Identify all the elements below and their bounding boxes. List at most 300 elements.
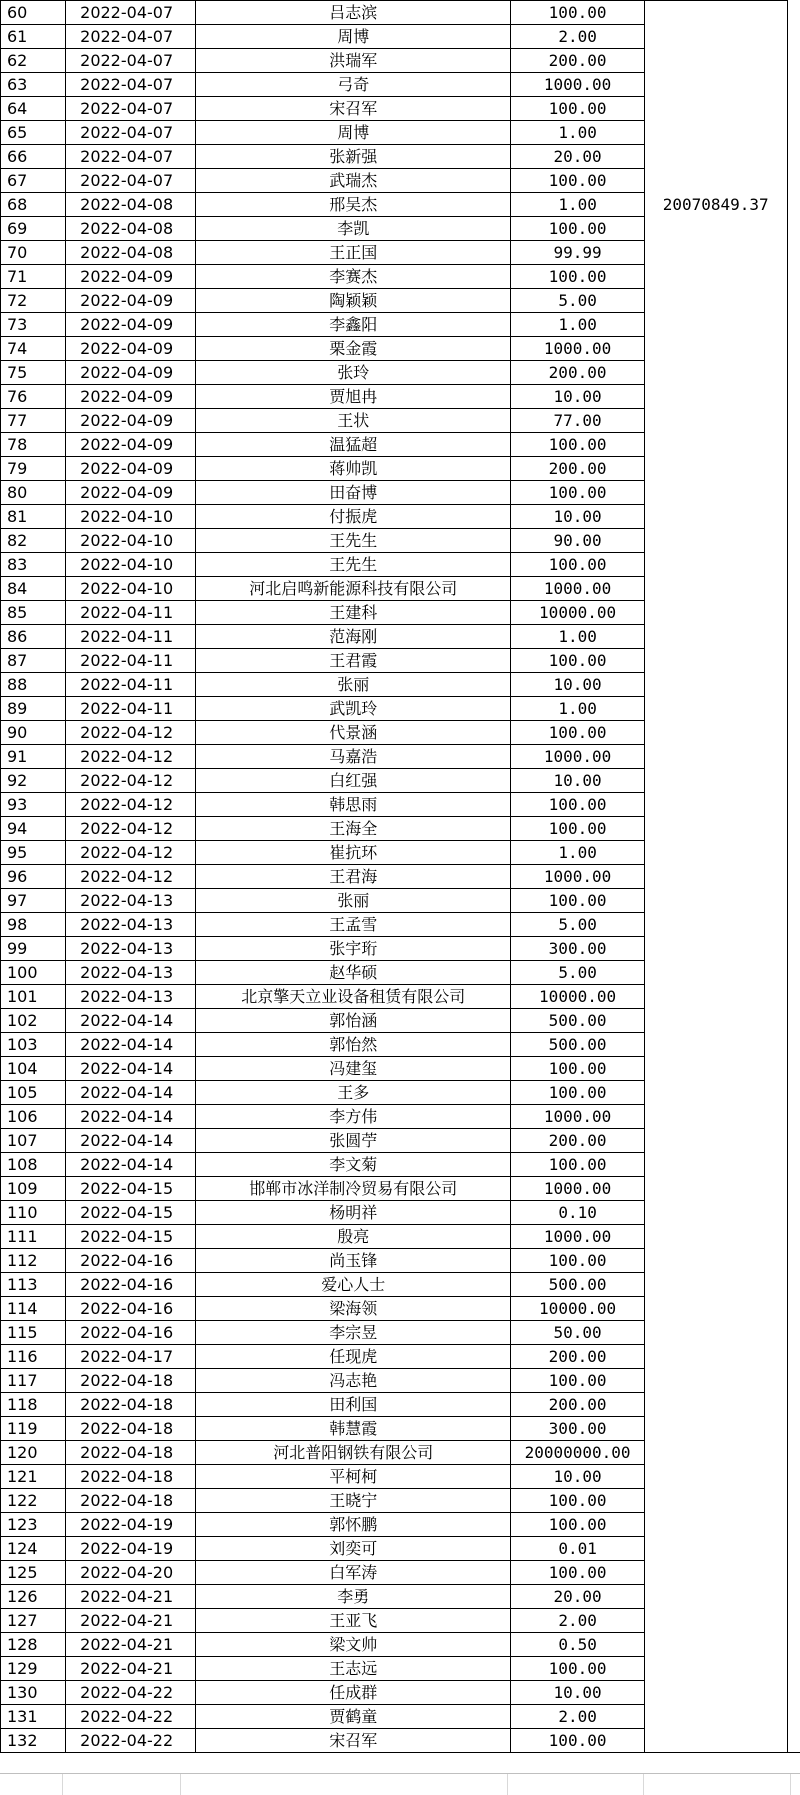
total-cell[interactable] [644,1,787,1753]
date-cell[interactable]: 2022-04-16 [66,1273,196,1297]
amount-cell[interactable]: 1.00 [511,193,644,217]
donor-name-cell[interactable]: 王君海 [196,865,511,889]
donor-name-cell[interactable]: 李勇 [196,1585,511,1609]
amount-cell[interactable]: 100.00 [511,481,644,505]
donor-name-cell[interactable]: 郭怡然 [196,1033,511,1057]
date-cell[interactable]: 2022-04-21 [66,1609,196,1633]
amount-cell[interactable]: 500.00 [511,1273,644,1297]
date-cell[interactable]: 2022-04-08 [66,241,196,265]
row-number-cell[interactable]: 114 [1,1297,66,1321]
donor-name-cell[interactable]: 李文菊 [196,1153,511,1177]
amount-cell[interactable]: 1000.00 [511,865,644,889]
row-number-cell[interactable]: 111 [1,1225,66,1249]
empty-row-area [0,1773,800,1795]
date-cell[interactable]: 2022-04-09 [66,481,196,505]
donor-name-cell[interactable]: 田利国 [196,1393,511,1417]
amount-cell[interactable]: 200.00 [511,1129,644,1153]
row-number-cell[interactable]: 96 [1,865,66,889]
date-cell[interactable]: 2022-04-21 [66,1657,196,1681]
date-cell[interactable]: 2022-04-18 [66,1489,196,1513]
date-cell[interactable]: 2022-04-07 [66,1,196,25]
date-cell[interactable]: 2022-04-13 [66,961,196,985]
donor-name-cell[interactable]: 张丽 [196,889,511,913]
date-cell[interactable]: 2022-04-10 [66,529,196,553]
row-number-cell[interactable]: 100 [1,961,66,985]
row-number-cell[interactable]: 99 [1,937,66,961]
date-cell[interactable]: 2022-04-07 [66,169,196,193]
row-number-cell[interactable]: 104 [1,1057,66,1081]
amount-cell[interactable]: 10000.00 [511,1297,644,1321]
amount-cell[interactable]: 0.10 [511,1201,644,1225]
donor-name-cell[interactable]: 王先生 [196,553,511,577]
gridline [790,1774,791,1795]
row-number-cell[interactable]: 93 [1,793,66,817]
row-number-cell[interactable]: 129 [1,1657,66,1681]
row-number-cell[interactable]: 61 [1,25,66,49]
row-number-cell[interactable]: 64 [1,97,66,121]
donor-name-cell[interactable]: 冯建玺 [196,1057,511,1081]
donor-name-cell[interactable]: 武瑞杰 [196,169,511,193]
donor-name-cell[interactable]: 张圆苧 [196,1129,511,1153]
row-number-cell[interactable]: 98 [1,913,66,937]
amount-cell[interactable]: 100.00 [511,217,644,241]
amount-cell[interactable]: 77.00 [511,409,644,433]
donor-name-cell[interactable]: 范海刚 [196,625,511,649]
donor-name-cell[interactable]: 尚玉锋 [196,1249,511,1273]
date-cell[interactable]: 2022-04-14 [66,1057,196,1081]
amount-cell[interactable]: 100.00 [511,793,644,817]
row-number-cell[interactable]: 86 [1,625,66,649]
row-number-cell[interactable]: 71 [1,265,66,289]
donor-name-cell[interactable]: 梁文帅 [196,1633,511,1657]
donor-name-cell[interactable]: 王状 [196,409,511,433]
row-number-cell[interactable]: 107 [1,1129,66,1153]
donor-name-cell[interactable]: 韩思雨 [196,793,511,817]
date-cell[interactable]: 2022-04-09 [66,457,196,481]
amount-cell[interactable]: 90.00 [511,529,644,553]
date-cell[interactable]: 2022-04-09 [66,337,196,361]
amount-cell[interactable]: 50.00 [511,1321,644,1345]
date-cell[interactable]: 2022-04-14 [66,1081,196,1105]
donor-name-cell[interactable]: 李凯 [196,217,511,241]
row-number-cell[interactable]: 82 [1,529,66,553]
row-number-cell[interactable]: 89 [1,697,66,721]
row-number-cell[interactable]: 68 [1,193,66,217]
date-cell[interactable]: 2022-04-12 [66,793,196,817]
row-number-cell[interactable]: 122 [1,1489,66,1513]
row-number-cell[interactable]: 91 [1,745,66,769]
row-number-cell[interactable]: 123 [1,1513,66,1537]
date-cell[interactable]: 2022-04-15 [66,1201,196,1225]
amount-cell[interactable]: 200.00 [511,1393,644,1417]
amount-cell[interactable]: 100.00 [511,1729,644,1753]
date-cell[interactable]: 2022-04-09 [66,265,196,289]
date-cell[interactable]: 2022-04-07 [66,73,196,97]
donor-name-cell[interactable]: 刘奕可 [196,1537,511,1561]
row-number-cell[interactable]: 109 [1,1177,66,1201]
date-cell[interactable]: 2022-04-14 [66,1105,196,1129]
donor-name-cell[interactable]: 栗金霞 [196,337,511,361]
donor-name-cell[interactable]: 河北启鸣新能源科技有限公司 [196,577,511,601]
row-number-cell[interactable]: 124 [1,1537,66,1561]
date-cell[interactable]: 2022-04-12 [66,745,196,769]
donor-name-cell[interactable]: 平柯柯 [196,1465,511,1489]
date-cell[interactable]: 2022-04-08 [66,217,196,241]
amount-cell[interactable]: 1000.00 [511,745,644,769]
donor-name-cell[interactable]: 洪瑞军 [196,49,511,73]
empty-column [787,1,800,1753]
row-number-cell[interactable]: 95 [1,841,66,865]
row-number-cell[interactable]: 127 [1,1609,66,1633]
date-cell[interactable]: 2022-04-07 [66,49,196,73]
date-cell[interactable]: 2022-04-11 [66,697,196,721]
amount-cell[interactable]: 100.00 [511,1057,644,1081]
row-number-cell[interactable]: 130 [1,1681,66,1705]
row-number-cell[interactable]: 117 [1,1369,66,1393]
date-cell[interactable]: 2022-04-09 [66,313,196,337]
donor-name-cell[interactable]: 李宗昱 [196,1321,511,1345]
table-row [1,1,800,25]
amount-cell[interactable]: 2.00 [511,1705,644,1729]
row-number-cell[interactable]: 121 [1,1465,66,1489]
amount-cell[interactable]: 100.00 [511,817,644,841]
row-number-cell[interactable]: 105 [1,1081,66,1105]
row-number-cell[interactable]: 70 [1,241,66,265]
row-number-cell[interactable]: 118 [1,1393,66,1417]
date-cell[interactable]: 2022-04-19 [66,1513,196,1537]
amount-cell[interactable]: 100.00 [511,1153,644,1177]
donor-name-cell[interactable]: 任成群 [196,1681,511,1705]
amount-cell[interactable]: 200.00 [511,361,644,385]
date-cell[interactable]: 2022-04-15 [66,1225,196,1249]
donor-name-cell[interactable]: 王建科 [196,601,511,625]
donor-name-cell[interactable]: 武凯玲 [196,697,511,721]
donor-name-cell[interactable]: 贾鹤童 [196,1705,511,1729]
row-number-cell[interactable]: 116 [1,1345,66,1369]
amount-cell[interactable]: 99.99 [511,241,644,265]
row-number-cell[interactable]: 67 [1,169,66,193]
row-number-cell[interactable]: 81 [1,505,66,529]
row-number-cell[interactable]: 74 [1,337,66,361]
donor-name-cell[interactable]: 邯郸市冰洋制冷贸易有限公司 [196,1177,511,1201]
amount-cell[interactable]: 1.00 [511,697,644,721]
date-cell[interactable]: 2022-04-18 [66,1393,196,1417]
donor-name-cell[interactable]: 王正国 [196,241,511,265]
row-number-cell[interactable]: 79 [1,457,66,481]
date-cell[interactable]: 2022-04-13 [66,889,196,913]
date-cell[interactable]: 2022-04-09 [66,409,196,433]
amount-cell[interactable]: 2.00 [511,1609,644,1633]
amount-cell[interactable]: 300.00 [511,1417,644,1441]
amount-cell[interactable]: 0.01 [511,1537,644,1561]
date-cell[interactable]: 2022-04-22 [66,1681,196,1705]
donor-name-cell[interactable]: 河北普阳钢铁有限公司 [196,1441,511,1465]
donor-name-cell[interactable]: 李方伟 [196,1105,511,1129]
amount-cell[interactable]: 200.00 [511,49,644,73]
date-cell[interactable]: 2022-04-16 [66,1321,196,1345]
row-number-cell[interactable]: 66 [1,145,66,169]
donor-name-cell[interactable]: 张玲 [196,361,511,385]
date-cell[interactable]: 2022-04-09 [66,433,196,457]
row-number-cell[interactable]: 106 [1,1105,66,1129]
amount-cell[interactable]: 10000.00 [511,985,644,1009]
gridline [180,1774,181,1795]
amount-cell[interactable]: 100.00 [511,265,644,289]
donor-name-cell[interactable]: 王孟雪 [196,913,511,937]
donor-name-cell[interactable]: 郭怡涵 [196,1009,511,1033]
donor-name-cell[interactable]: 弓奇 [196,73,511,97]
donor-name-cell[interactable]: 王晓宁 [196,1489,511,1513]
amount-cell[interactable]: 5.00 [511,289,644,313]
donor-name-cell[interactable]: 张宇珩 [196,937,511,961]
date-cell[interactable]: 2022-04-13 [66,937,196,961]
amount-cell[interactable]: 100.00 [511,169,644,193]
date-cell[interactable]: 2022-04-07 [66,97,196,121]
date-cell[interactable]: 2022-04-12 [66,769,196,793]
date-cell[interactable]: 2022-04-08 [66,193,196,217]
row-number-cell[interactable]: 125 [1,1561,66,1585]
amount-cell[interactable]: 10000.00 [511,601,644,625]
donor-name-cell[interactable]: 殷亮 [196,1225,511,1249]
date-cell[interactable]: 2022-04-19 [66,1537,196,1561]
row-number-cell[interactable]: 83 [1,553,66,577]
donor-name-cell[interactable]: 张丽 [196,673,511,697]
row-number-cell[interactable]: 94 [1,817,66,841]
donor-name-cell[interactable]: 宋召军 [196,97,511,121]
donor-name-cell[interactable]: 崔抗环 [196,841,511,865]
donor-name-cell[interactable]: 周博 [196,25,511,49]
amount-cell[interactable]: 100.00 [511,889,644,913]
row-number-cell[interactable]: 87 [1,649,66,673]
amount-cell[interactable]: 100.00 [511,1,644,25]
row-number-cell[interactable]: 120 [1,1441,66,1465]
amount-cell[interactable]: 200.00 [511,457,644,481]
date-cell[interactable]: 2022-04-20 [66,1561,196,1585]
date-cell[interactable]: 2022-04-09 [66,361,196,385]
row-number-cell[interactable]: 126 [1,1585,66,1609]
date-cell[interactable]: 2022-04-18 [66,1417,196,1441]
amount-cell[interactable]: 10.00 [511,385,644,409]
row-number-cell[interactable]: 132 [1,1729,66,1753]
donor-name-cell[interactable]: 白军涛 [196,1561,511,1585]
amount-cell[interactable]: 100.00 [511,1081,644,1105]
date-cell[interactable]: 2022-04-11 [66,649,196,673]
amount-cell[interactable]: 1.00 [511,625,644,649]
date-cell[interactable]: 2022-04-10 [66,553,196,577]
date-cell[interactable]: 2022-04-12 [66,841,196,865]
row-number-cell[interactable]: 75 [1,361,66,385]
donor-name-cell[interactable]: 陶颖颖 [196,289,511,313]
date-cell[interactable]: 2022-04-13 [66,985,196,1009]
row-number-cell[interactable]: 112 [1,1249,66,1273]
row-number-cell[interactable]: 102 [1,1009,66,1033]
date-cell[interactable]: 2022-04-14 [66,1009,196,1033]
donor-name-cell[interactable]: 王先生 [196,529,511,553]
donor-name-cell[interactable]: 爱心人士 [196,1273,511,1297]
amount-cell[interactable]: 100.00 [511,1249,644,1273]
date-cell[interactable]: 2022-04-16 [66,1297,196,1321]
donor-name-cell[interactable]: 王亚飞 [196,1609,511,1633]
amount-cell[interactable]: 1000.00 [511,73,644,97]
donor-name-cell[interactable]: 温猛超 [196,433,511,457]
total-value: 20070849.37 [645,193,787,216]
donor-name-cell[interactable]: 蒋帅凯 [196,457,511,481]
date-cell[interactable]: 2022-04-07 [66,145,196,169]
row-number-cell[interactable]: 60 [1,1,66,25]
donor-name-cell[interactable]: 任现虎 [196,1345,511,1369]
row-number-cell[interactable]: 65 [1,121,66,145]
donor-name-cell[interactable]: 白红强 [196,769,511,793]
donor-name-cell[interactable]: 北京擎天立业设备租赁有限公司 [196,985,511,1009]
amount-cell[interactable]: 10.00 [511,505,644,529]
donor-name-cell[interactable]: 郭怀鹏 [196,1513,511,1537]
amount-cell[interactable]: 20.00 [511,1585,644,1609]
row-number-cell[interactable]: 84 [1,577,66,601]
row-number-cell[interactable]: 103 [1,1033,66,1057]
donor-name-cell[interactable]: 李赛杰 [196,265,511,289]
amount-cell[interactable]: 100.00 [511,1369,644,1393]
amount-cell[interactable]: 200.00 [511,1345,644,1369]
amount-cell[interactable]: 10.00 [511,673,644,697]
date-cell[interactable]: 2022-04-14 [66,1153,196,1177]
date-cell[interactable]: 2022-04-11 [66,673,196,697]
date-cell[interactable]: 2022-04-14 [66,1033,196,1057]
amount-cell[interactable]: 100.00 [511,1657,644,1681]
date-cell[interactable]: 2022-04-18 [66,1465,196,1489]
donor-name-cell[interactable]: 赵华硕 [196,961,511,985]
date-cell[interactable]: 2022-04-18 [66,1441,196,1465]
row-number-cell[interactable]: 88 [1,673,66,697]
amount-cell[interactable]: 0.50 [511,1633,644,1657]
row-number-cell[interactable]: 85 [1,601,66,625]
amount-cell[interactable]: 1000.00 [511,1177,644,1201]
date-cell[interactable]: 2022-04-12 [66,721,196,745]
amount-cell[interactable]: 10.00 [511,1681,644,1705]
amount-cell[interactable]: 20.00 [511,145,644,169]
date-cell[interactable]: 2022-04-15 [66,1177,196,1201]
donor-name-cell[interactable]: 李鑫阳 [196,313,511,337]
donor-name-cell[interactable]: 王志远 [196,1657,511,1681]
row-number-cell[interactable]: 80 [1,481,66,505]
amount-cell[interactable]: 100.00 [511,721,644,745]
date-cell[interactable]: 2022-04-11 [66,625,196,649]
date-cell[interactable]: 2022-04-07 [66,121,196,145]
amount-cell[interactable]: 1000.00 [511,577,644,601]
row-number-cell[interactable]: 77 [1,409,66,433]
row-number-cell[interactable]: 73 [1,313,66,337]
row-number-cell[interactable]: 131 [1,1705,66,1729]
amount-cell[interactable]: 500.00 [511,1009,644,1033]
row-number-cell[interactable]: 92 [1,769,66,793]
donor-name-cell[interactable]: 王海全 [196,817,511,841]
amount-cell[interactable]: 2.00 [511,25,644,49]
row-number-cell[interactable]: 97 [1,889,66,913]
donor-name-cell[interactable]: 付振虎 [196,505,511,529]
donor-name-cell[interactable]: 马嘉浩 [196,745,511,769]
row-number-cell[interactable]: 110 [1,1201,66,1225]
row-number-cell[interactable]: 108 [1,1153,66,1177]
amount-cell[interactable]: 1000.00 [511,337,644,361]
donor-name-cell[interactable]: 梁海领 [196,1297,511,1321]
date-cell[interactable]: 2022-04-09 [66,289,196,313]
row-number-cell[interactable]: 76 [1,385,66,409]
date-cell[interactable]: 2022-04-14 [66,1129,196,1153]
amount-cell[interactable]: 300.00 [511,937,644,961]
date-cell[interactable]: 2022-04-21 [66,1585,196,1609]
row-number-cell[interactable]: 119 [1,1417,66,1441]
donor-name-cell[interactable]: 田奋博 [196,481,511,505]
amount-cell[interactable]: 1000.00 [511,1225,644,1249]
amount-cell[interactable]: 10.00 [511,1465,644,1489]
date-cell[interactable]: 2022-04-11 [66,601,196,625]
amount-cell[interactable]: 100.00 [511,649,644,673]
row-number-cell[interactable]: 128 [1,1633,66,1657]
date-cell[interactable]: 2022-04-13 [66,913,196,937]
amount-cell[interactable]: 1.00 [511,121,644,145]
amount-cell[interactable]: 100.00 [511,1561,644,1585]
date-cell[interactable]: 2022-04-10 [66,577,196,601]
row-number-cell[interactable]: 63 [1,73,66,97]
date-cell[interactable]: 2022-04-17 [66,1345,196,1369]
donor-name-cell[interactable]: 冯志艳 [196,1369,511,1393]
amount-cell[interactable]: 5.00 [511,961,644,985]
amount-cell[interactable]: 1.00 [511,841,644,865]
donor-name-cell[interactable]: 贾旭冉 [196,385,511,409]
amount-cell[interactable]: 100.00 [511,1513,644,1537]
donor-name-cell[interactable]: 周博 [196,121,511,145]
donor-name-cell[interactable]: 韩慧霞 [196,1417,511,1441]
date-cell[interactable]: 2022-04-10 [66,505,196,529]
amount-cell[interactable]: 20000000.00 [511,1441,644,1465]
row-number-cell[interactable]: 69 [1,217,66,241]
donor-name-cell[interactable]: 宋召军 [196,1729,511,1753]
donor-name-cell[interactable]: 杨明祥 [196,1201,511,1225]
gridline [62,1774,63,1795]
date-cell[interactable]: 2022-04-22 [66,1729,196,1753]
donor-name-cell[interactable]: 张新强 [196,145,511,169]
amount-cell[interactable]: 1.00 [511,313,644,337]
date-cell[interactable]: 2022-04-22 [66,1705,196,1729]
row-number-cell[interactable]: 62 [1,49,66,73]
amount-cell[interactable]: 100.00 [511,433,644,457]
date-cell[interactable]: 2022-04-18 [66,1369,196,1393]
amount-cell[interactable]: 100.00 [511,553,644,577]
donor-name-cell[interactable]: 邢吴杰 [196,193,511,217]
row-number-cell[interactable]: 101 [1,985,66,1009]
amount-cell[interactable]: 10.00 [511,769,644,793]
row-number-cell[interactable]: 72 [1,289,66,313]
amount-cell[interactable]: 5.00 [511,913,644,937]
amount-cell[interactable]: 1000.00 [511,1105,644,1129]
amount-cell[interactable]: 100.00 [511,1489,644,1513]
amount-cell[interactable]: 100.00 [511,97,644,121]
row-number-cell[interactable]: 78 [1,433,66,457]
amount-cell[interactable]: 500.00 [511,1033,644,1057]
row-number-cell[interactable]: 115 [1,1321,66,1345]
row-number-cell[interactable]: 90 [1,721,66,745]
date-cell[interactable]: 2022-04-07 [66,25,196,49]
date-cell[interactable]: 2022-04-09 [66,385,196,409]
date-cell[interactable]: 2022-04-21 [66,1633,196,1657]
donor-name-cell[interactable]: 吕志滨 [196,1,511,25]
date-cell[interactable]: 2022-04-16 [66,1249,196,1273]
date-cell[interactable]: 2022-04-12 [66,817,196,841]
donor-name-cell[interactable]: 代景涵 [196,721,511,745]
donor-name-cell[interactable]: 王君霞 [196,649,511,673]
donor-name-cell[interactable]: 王多 [196,1081,511,1105]
row-number-cell[interactable]: 113 [1,1273,66,1297]
date-cell[interactable]: 2022-04-12 [66,865,196,889]
